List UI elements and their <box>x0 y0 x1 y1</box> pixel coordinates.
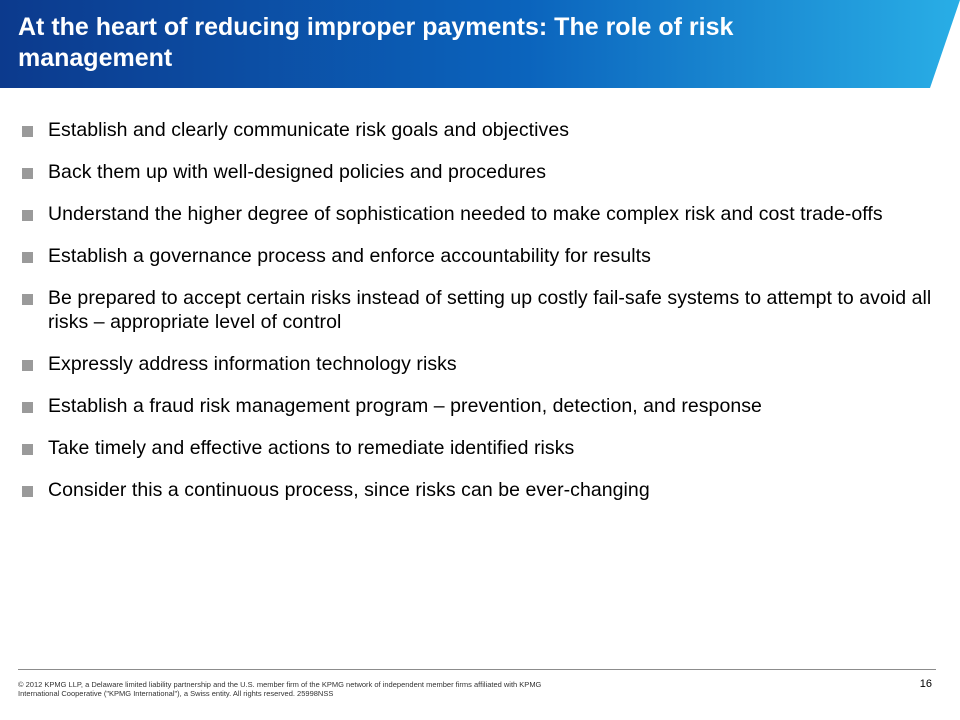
bullet-text: Understand the higher degree of sophistication needed to make complex risk and cost trade-offs <box>48 203 883 225</box>
bullet-item <box>22 352 932 376</box>
square-bullet-icon <box>22 252 33 263</box>
page-number: 16 <box>919 678 932 690</box>
bullet-list <box>22 118 932 520</box>
bullet-text: Back them up with well-designed policies and procedures <box>48 161 547 183</box>
bullet-text: Consider this a continuous process, since risks can be ever-changing <box>48 479 650 501</box>
bullet-item <box>22 478 932 502</box>
bullet-item <box>22 286 932 334</box>
square-bullet-icon <box>22 210 33 221</box>
slide-title: At the heart of reducing improper payments: The role of risk management <box>18 13 734 72</box>
bullet-text: Establish a governance process and enforce accountability for results <box>48 245 651 267</box>
square-bullet-icon <box>22 402 33 413</box>
bullet-item <box>22 394 932 418</box>
square-bullet-icon <box>22 168 33 179</box>
square-bullet-icon <box>22 126 33 137</box>
bullet-item <box>22 244 932 268</box>
footer-divider <box>18 669 936 670</box>
bullet-item <box>22 118 932 142</box>
bullet-text: Take timely and effective actions to remediate identified risks <box>48 437 575 459</box>
bullet-item <box>22 436 932 460</box>
copyright-notice: © 2012 KPMG LLP, a Delaware limited liability partnership and the U.S. member firm of the KPMG network of independent member firms affiliated with KPMG International Cooperative ("KPMG International"), a Swiss entity. All rights reserved. 25998NSS <box>18 680 542 698</box>
square-bullet-icon <box>22 486 33 497</box>
bullet-text: Expressly address information technology risks <box>48 353 457 375</box>
square-bullet-icon <box>22 294 33 305</box>
bullet-item <box>22 202 932 226</box>
square-bullet-icon <box>22 360 33 371</box>
bullet-text: Establish a fraud risk management program – prevention, detection, and response <box>48 395 762 417</box>
title-banner <box>0 0 960 88</box>
bullet-item <box>22 160 932 184</box>
bullet-text: Establish and clearly communicate risk goals and objectives <box>48 119 570 141</box>
bullet-text: Be prepared to accept certain risks instead of setting up costly fail-safe systems to attempt to avoid all risks – appropriate level of control <box>48 287 932 333</box>
square-bullet-icon <box>22 444 33 455</box>
